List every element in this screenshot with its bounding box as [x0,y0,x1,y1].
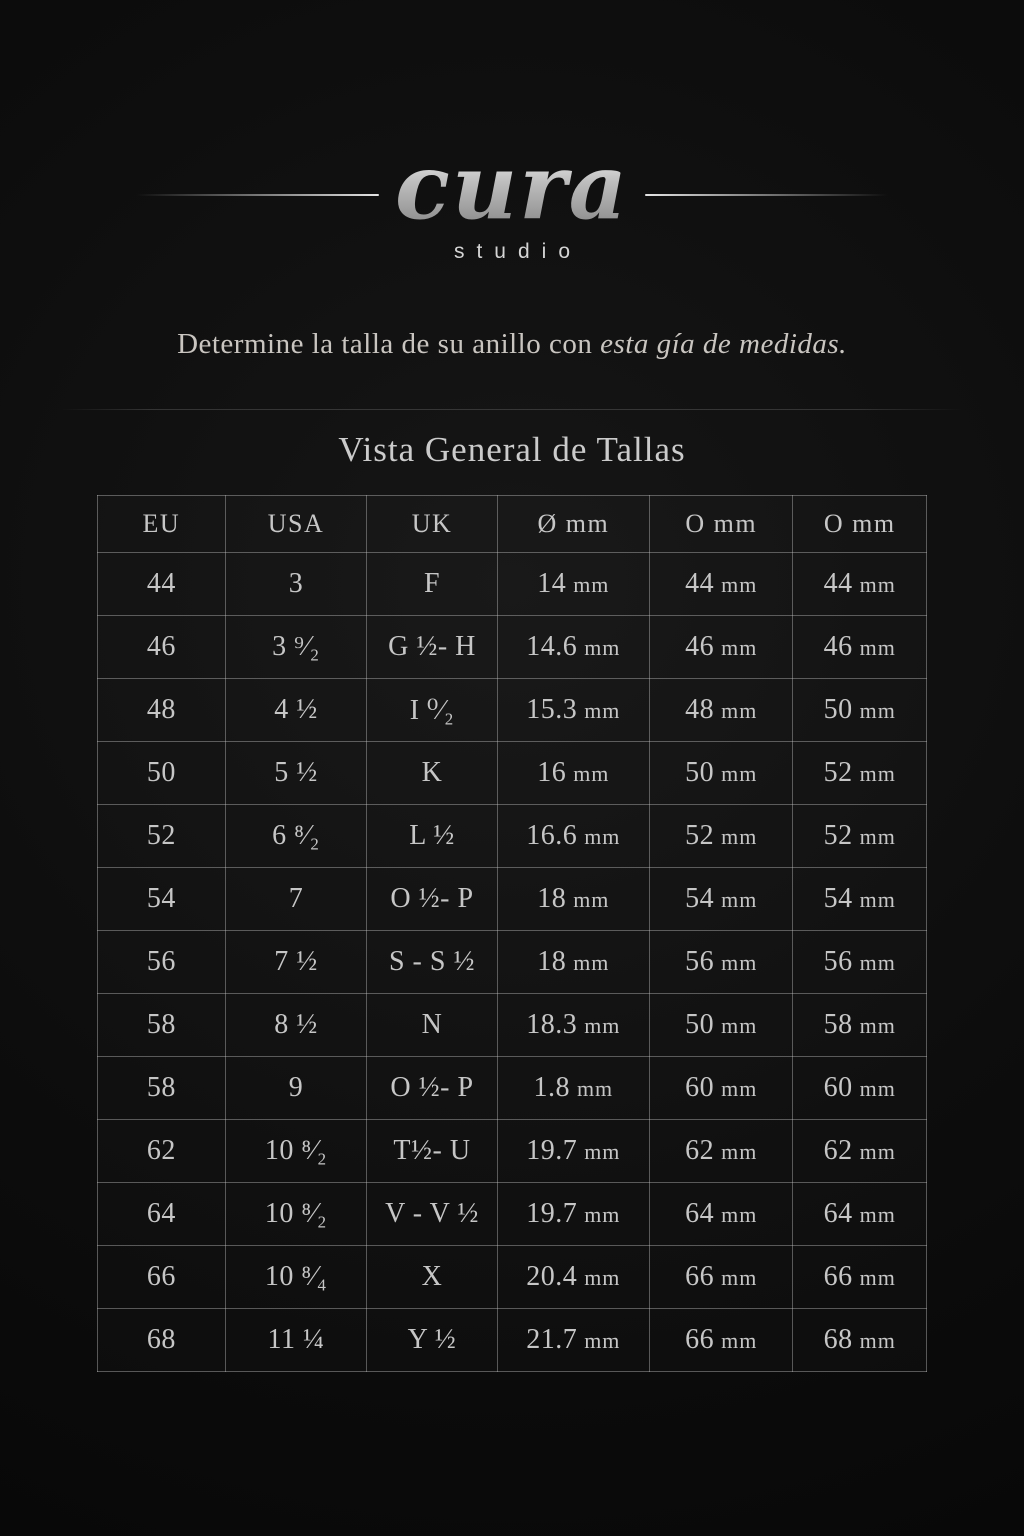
table-row [98,1120,927,1183]
circumference-1-unit: mm [721,572,758,597]
logo-flourish-right-line [645,194,887,196]
cell-circumference-2 [793,1183,927,1246]
circumference-1-value: 62 [685,1135,715,1166]
cell-uk-size: X [367,1246,497,1309]
diameter-value: 21.7 [526,1324,578,1355]
circumference-1-value: 54 [685,883,715,914]
cell-circumference-1 [650,994,793,1057]
circumference-1-value: 50 [685,1009,715,1040]
cell-eu-size: 52 [98,805,226,868]
column-header-circ-mm-1: O mm [650,496,793,553]
table-row [98,679,927,742]
cell-eu-size: 56 [98,931,226,994]
diameter-unit: mm [584,635,621,660]
column-header-diameter-mm: Ø mm [497,496,650,553]
cell-diameter [497,742,650,805]
cell-uk-size: G ½- H [367,616,497,679]
circumference-1-value: 56 [685,946,715,977]
cell-circumference-2 [793,742,927,805]
cell-eu-size: 64 [98,1183,226,1246]
circumference-1-unit: mm [721,950,758,975]
circumference-2-unit: mm [859,761,896,786]
cell-circumference-2 [793,679,927,742]
circumference-2-value: 64 [823,1198,853,1229]
diameter-unit: mm [584,824,621,849]
circumference-1-unit: mm [721,1265,758,1290]
cell-uk-size: F [367,553,497,616]
cell-circumference-1 [650,1057,793,1120]
circumference-1-unit: mm [721,1202,758,1227]
cell-eu-size: 68 [98,1309,226,1372]
circumference-2-value: 46 [823,631,853,662]
cell-circumference-1 [650,1120,793,1183]
circumference-1-unit: mm [721,761,758,786]
circumference-2-value: 52 [823,820,853,851]
circumference-2-unit: mm [859,1139,896,1164]
cell-uk-size: V - V ½ [367,1183,497,1246]
diameter-unit: mm [573,887,610,912]
cell-circumference-2 [793,1120,927,1183]
cell-usa-size: 10 ⁸⁄₂ [225,1120,367,1183]
circumference-2-value: 62 [823,1135,853,1166]
intro-text [0,328,1024,361]
cell-eu-size: 54 [98,868,226,931]
cell-uk-size: N [367,994,497,1057]
table-row [98,1309,927,1372]
diameter-value: 1.8 [533,1072,570,1103]
circumference-2-value: 50 [823,694,853,725]
cell-usa-size: 7 ½ [225,931,367,994]
table-row [98,931,927,994]
circumference-1-unit: mm [721,1013,758,1038]
circumference-1-unit: mm [721,824,758,849]
size-table [97,495,927,1372]
diameter-unit: mm [576,1076,614,1101]
cell-diameter [497,1246,650,1309]
table-row [98,805,927,868]
circumference-2-unit: mm [859,1265,896,1290]
cell-diameter [497,1183,650,1246]
diameter-unit: mm [584,1202,621,1227]
cell-eu-size: 62 [98,1120,226,1183]
brand-subtitle: studio [453,240,583,263]
table-row [98,994,927,1057]
cell-uk-size: O ½- P [367,1057,497,1120]
diameter-value: 20.4 [526,1261,578,1292]
table-row [98,1057,927,1120]
circumference-2-value: 68 [823,1324,853,1355]
cell-eu-size: 58 [98,994,226,1057]
circumference-1-value: 52 [685,820,715,851]
cell-eu-size: 66 [98,1246,226,1309]
diameter-value: 16.6 [526,820,578,851]
diameter-unit: mm [573,950,610,975]
cell-circumference-2 [793,1246,927,1309]
cell-usa-size: 4 ½ [225,679,367,742]
table-title: Vista General de Tallas [338,430,686,469]
circumference-2-value: 56 [823,946,853,977]
table-row [98,1183,927,1246]
circumference-1-value: 48 [685,694,715,725]
cell-circumference-1 [650,679,793,742]
cell-circumference-1 [650,742,793,805]
cell-usa-size: 9 [225,1057,367,1120]
cell-circumference-1 [650,931,793,994]
circumference-2-value: 66 [823,1261,853,1292]
diameter-value: 18 [537,946,567,977]
cell-circumference-2 [793,1309,927,1372]
circumference-1-value: 46 [685,631,715,662]
diameter-value: 15.3 [526,694,578,725]
cell-uk-size: S - S ½ [367,931,497,994]
circumference-1-value: 66 [685,1261,715,1292]
cell-usa-size: 7 [225,868,367,931]
cell-eu-size: 48 [98,679,226,742]
cell-circumference-2 [793,931,927,994]
circumference-1-unit: mm [721,1139,758,1164]
cell-eu-size: 46 [98,616,226,679]
diameter-unit: mm [584,1013,621,1038]
circumference-1-unit: mm [721,635,758,660]
table-row [98,742,927,805]
cell-diameter [497,868,650,931]
table-row [98,1246,927,1309]
cell-circumference-1 [650,1246,793,1309]
cell-usa-size: 8 ½ [225,994,367,1057]
table-row [98,616,927,679]
circumference-2-unit: mm [859,824,896,849]
cell-circumference-2 [793,994,927,1057]
cell-diameter [497,679,650,742]
column-header-usa: USA [225,496,367,553]
diameter-value: 18 [537,883,567,914]
circumference-1-value: 64 [685,1198,715,1229]
cell-eu-size: 58 [98,1057,226,1120]
diameter-value: 14 [537,568,567,599]
cell-diameter [497,931,650,994]
cell-usa-size: 3 ⁹⁄₂ [225,616,367,679]
cell-usa-size: 10 ⁸⁄₂ [225,1183,367,1246]
cell-circumference-1 [650,805,793,868]
circumference-2-unit: mm [859,698,896,723]
circumference-1-value: 66 [685,1324,715,1355]
circumference-2-value: 44 [823,568,853,599]
diameter-value: 18.3 [526,1009,578,1040]
cell-usa-size: 6 ⁸⁄₂ [225,805,367,868]
circumference-2-value: 60 [823,1072,853,1103]
circumference-1-value: 44 [685,568,715,599]
cell-diameter [497,553,650,616]
cell-circumference-1 [650,868,793,931]
cell-circumference-2 [793,805,927,868]
circumference-2-unit: mm [859,635,896,660]
brand-name: cura [395,134,629,240]
cell-circumference-2 [793,1057,927,1120]
diameter-unit: mm [584,1328,621,1353]
cell-circumference-1 [650,1309,793,1372]
cell-diameter [497,994,650,1057]
circumference-2-unit: mm [859,1013,896,1038]
circumference-2-unit: mm [859,1328,896,1353]
circumference-2-value: 58 [823,1009,853,1040]
intro-text-italic: esta gía de medidas. [600,328,847,360]
cell-uk-size: L ½ [367,805,497,868]
cell-usa-size: 5 ½ [225,742,367,805]
diameter-unit: mm [584,698,621,723]
intro-text-regular: Determine la talla de su anillo con [177,328,601,360]
circumference-1-unit: mm [721,887,758,912]
diameter-value: 16 [537,757,567,788]
cell-diameter [497,616,650,679]
cell-diameter [497,1057,650,1120]
table-body [98,553,927,1372]
circumference-1-value: 50 [685,757,715,788]
diameter-value: 14.6 [526,631,578,662]
circumference-2-unit: mm [859,1202,896,1227]
circumference-2-unit: mm [859,572,896,597]
cell-diameter [497,805,650,868]
cell-usa-size: 10 ⁸⁄₄ [225,1246,367,1309]
table-row [98,868,927,931]
cell-circumference-1 [650,1183,793,1246]
circumference-2-unit: mm [859,887,896,912]
logo-flourish-left-line [137,194,379,196]
circumference-1-value: 60 [685,1072,715,1103]
cell-circumference-1 [650,616,793,679]
column-header-eu: EU [98,496,226,553]
circumference-1-unit: mm [721,698,758,723]
cell-circumference-1 [650,553,793,616]
column-header-uk: UK [367,496,497,553]
cell-circumference-2 [793,553,927,616]
cell-eu-size: 44 [98,553,226,616]
cell-circumference-2 [793,616,927,679]
brand-logo [0,0,1024,264]
diameter-unit: mm [584,1139,621,1164]
circumference-2-value: 52 [823,757,853,788]
cell-eu-size: 50 [98,742,226,805]
cell-circumference-2 [793,868,927,931]
table-row [98,553,927,616]
cell-usa-size: 11 ¼ [225,1309,367,1372]
cell-uk-size: O ½- P [367,868,497,931]
diameter-value: 19.7 [526,1135,578,1166]
cell-uk-size: T½- U [367,1120,497,1183]
cell-diameter [497,1120,650,1183]
cell-uk-size: I ⁰⁄₂ [367,679,497,742]
cell-usa-size: 3 [225,553,367,616]
cell-uk-size: Y ½ [367,1309,497,1372]
circumference-1-unit: mm [721,1328,758,1353]
diameter-value: 19.7 [526,1198,578,1229]
cell-diameter [497,1309,650,1372]
circumference-2-unit: mm [859,1076,896,1101]
cell-uk-size: K [367,742,497,805]
table-header-row [98,496,927,553]
section-divider [59,409,965,410]
diameter-unit: mm [573,761,610,786]
circumference-2-unit: mm [859,950,896,975]
column-header-circ-mm-2: O mm [793,496,927,553]
circumference-2-value: 54 [823,883,853,914]
circumference-1-unit: mm [721,1076,758,1101]
diameter-unit: mm [584,1265,621,1290]
diameter-unit: mm [573,572,610,597]
